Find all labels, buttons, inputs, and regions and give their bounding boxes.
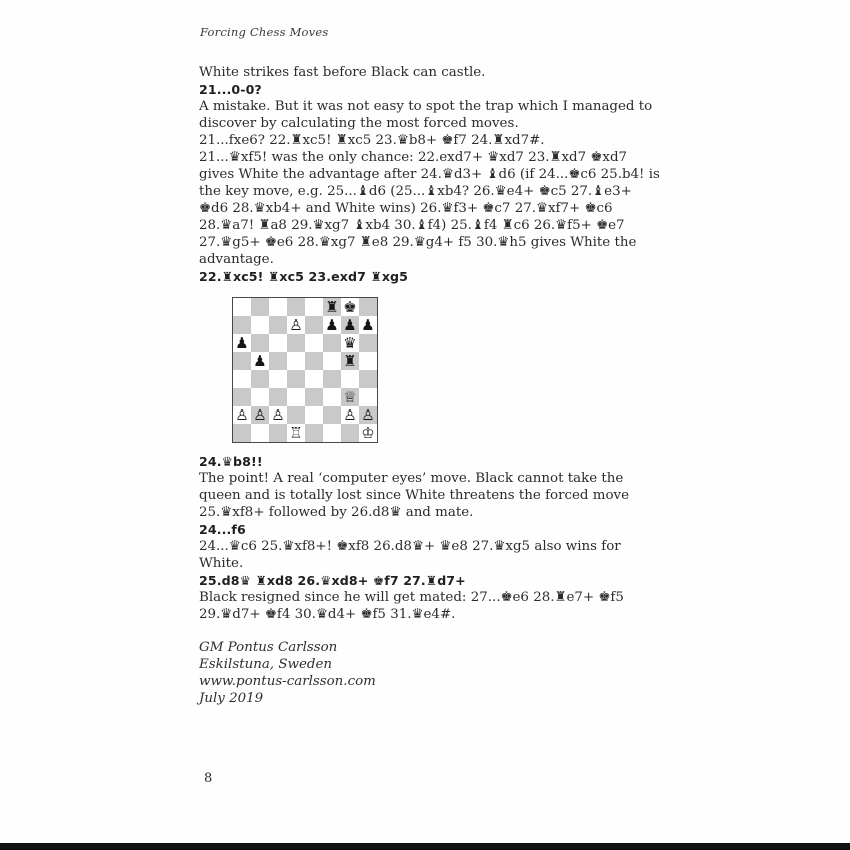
board-square xyxy=(341,370,359,388)
board-square xyxy=(251,316,269,334)
board-square xyxy=(269,298,287,316)
white-queen-piece: ♕ xyxy=(343,388,357,406)
board-square xyxy=(251,334,269,352)
board-square xyxy=(359,370,377,388)
board-square xyxy=(251,388,269,406)
board-square xyxy=(341,388,359,406)
board-square xyxy=(305,298,323,316)
board-square xyxy=(233,388,251,406)
board-square xyxy=(287,388,305,406)
board-square xyxy=(251,352,269,370)
black-rook-piece: ♜ xyxy=(343,352,357,370)
white-rook-piece: ♖ xyxy=(289,424,303,442)
white-pawn-piece: ♙ xyxy=(343,406,357,424)
board-square xyxy=(269,424,287,442)
board-square xyxy=(305,352,323,370)
move-24-f6: 24...f6 xyxy=(199,522,246,537)
board-square xyxy=(341,406,359,424)
resignation-paragraph: Black resigned since he will get mated: 27...♚e6 28.♜e7+ ♚f5 29.♛d7+ ♚f4 30.♛d4+ ♚f5 31.♛e4#. xyxy=(199,590,624,622)
board-square xyxy=(233,406,251,424)
board-square xyxy=(359,316,377,334)
board-square xyxy=(323,424,341,442)
board-square xyxy=(287,406,305,424)
publication-date: July 2019 xyxy=(199,691,264,706)
board-square xyxy=(233,424,251,442)
board-square xyxy=(287,334,305,352)
move-25-d8q: 25.d8♛ ♜xd8 26.♛xd8+ ♚f7 27.♜d7+ xyxy=(199,573,466,588)
chess-board xyxy=(232,297,378,443)
board-square xyxy=(269,406,287,424)
chess-diagram xyxy=(232,297,665,443)
white-pawn-piece: ♙ xyxy=(253,406,267,424)
board-square xyxy=(269,352,287,370)
board-square xyxy=(359,406,377,424)
board-square xyxy=(251,406,269,424)
board-square xyxy=(359,298,377,316)
board-square xyxy=(341,352,359,370)
board-square xyxy=(251,424,269,442)
board-square xyxy=(305,424,323,442)
board-square xyxy=(305,388,323,406)
board-square xyxy=(341,298,359,316)
page-number: 8 xyxy=(204,771,213,786)
move-22-rxc5: 22.♜xc5! ♜xc5 23.exd7 ♜xg5 xyxy=(199,269,409,284)
board-square xyxy=(323,334,341,352)
board-square xyxy=(341,334,359,352)
white-pawn-piece: ♙ xyxy=(271,406,285,424)
black-pawn-piece: ♟ xyxy=(253,352,267,370)
board-square xyxy=(323,352,341,370)
board-square xyxy=(323,370,341,388)
board-square xyxy=(233,370,251,388)
board-square xyxy=(251,370,269,388)
black-pawn-piece: ♟ xyxy=(235,334,249,352)
board-square xyxy=(269,334,287,352)
board-square xyxy=(233,352,251,370)
black-rook-piece: ♜ xyxy=(325,298,339,316)
black-pawn-piece: ♟ xyxy=(325,316,339,334)
white-pawn-piece: ♙ xyxy=(361,406,375,424)
move-24-qb8: 24.♛b8!! xyxy=(199,454,263,469)
board-square xyxy=(341,424,359,442)
intro-paragraph: White strikes fast before Black can castle. xyxy=(199,65,486,80)
variation-qc6: 24...♛c6 25.♛xf8+! ♚xf8 26.d8♛+ ♛e8 27.♛xg5 also wins for White. xyxy=(199,539,621,571)
board-square xyxy=(305,334,323,352)
point-paragraph: The point! A real ‘computer eyes’ move. Black cannot take the queen and is totally lost since White threatens the forced move 25.♛xf8+ followed by 26.d8♛ and mate. xyxy=(199,471,629,520)
black-pawn-piece: ♟ xyxy=(343,316,357,334)
board-square xyxy=(233,298,251,316)
white-pawn-piece: ♙ xyxy=(289,316,303,334)
board-square xyxy=(287,352,305,370)
board-square xyxy=(269,388,287,406)
board-square xyxy=(305,370,323,388)
board-square xyxy=(323,388,341,406)
board-square xyxy=(251,298,269,316)
author-name: GM Pontus Carlsson xyxy=(199,640,338,655)
board-square xyxy=(323,316,341,334)
board-square xyxy=(359,388,377,406)
black-pawn-piece: ♟ xyxy=(361,316,375,334)
board-square xyxy=(287,424,305,442)
board-square xyxy=(359,424,377,442)
board-square xyxy=(287,370,305,388)
board-square xyxy=(323,406,341,424)
author-location: Eskilstuna, Sweden xyxy=(199,657,333,672)
board-square xyxy=(287,316,305,334)
variation-qxf5-paragraph: 21...♛xf5! was the only chance: 22.exd7+ ♛xd7 23.♜xd7 ♚xd7 gives White the advantage after 24.♛d3+ ♝d6 (if 24...♚c6 25.b4! is the key move, e.g. 25...♝d6 (25...♝xb4? 26.♛e4+ ♚c5 27.♝e3+ ♚d6 28.♛xb4+ and White wins) 26.♛f3+ ♚c7 27.♛xf7+ ♚c6 28.♛a7! ♜a8 29.♛xg7 ♝xb4 30.♝f4) 25.♝f4 ♜c6 26.♛f5+ ♚e7 27.♛g5+ ♚e6 28.♛xg7 ♜e8 29.♛g4+ f5 30.♛h5 gives White the advantage. xyxy=(199,150,660,267)
black-king-piece: ♚ xyxy=(343,298,357,316)
board-square xyxy=(287,298,305,316)
variation-fxe6: 21...fxe6? 22.♜xc5! ♜xc5 23.♛b8+ ♚f7 24.♜xd7#. xyxy=(199,133,545,148)
board-square xyxy=(359,334,377,352)
board-square xyxy=(323,298,341,316)
white-pawn-piece: ♙ xyxy=(235,406,249,424)
move-21-castle: 21...0-0? xyxy=(199,82,262,97)
board-square xyxy=(341,316,359,334)
main-content xyxy=(199,64,665,707)
board-square xyxy=(269,370,287,388)
board-square xyxy=(269,316,287,334)
board-square xyxy=(359,352,377,370)
author-website: www.pontus-carlsson.com xyxy=(199,674,376,689)
board-square xyxy=(305,406,323,424)
author-block xyxy=(199,639,665,707)
black-queen-piece: ♛ xyxy=(343,334,357,352)
mistake-paragraph: A mistake. But it was not easy to spot the trap which I managed to discover by calculating the most forced moves. xyxy=(199,99,653,131)
running-head: Forcing Chess Moves xyxy=(200,25,329,39)
board-square xyxy=(233,334,251,352)
white-king-piece: ♔ xyxy=(361,424,375,442)
board-square xyxy=(305,316,323,334)
board-square xyxy=(233,316,251,334)
bottom-edge-bar xyxy=(0,843,850,850)
